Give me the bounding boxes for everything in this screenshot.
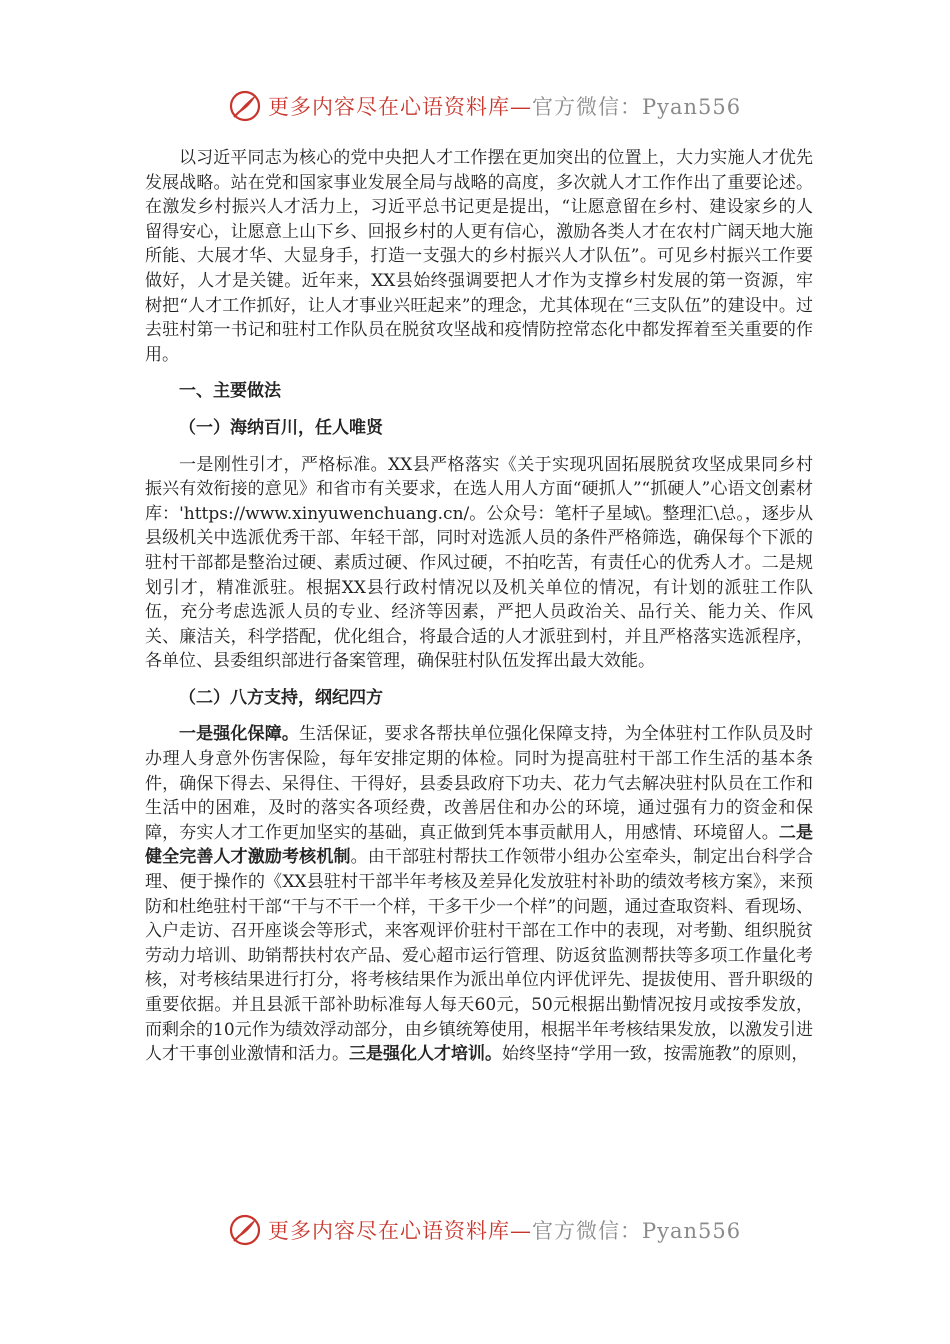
document-body <box>145 146 813 1067</box>
paragraph-intro: 以习近平同志为核心的党中央把人才工作摆在更加突出的位置上，大力实施人才优先发展战略。站在党和国家事业发展全局与战略的高度，多次就人才工作作出了重要论述。在激发乡村振兴人才活力上，习近平总书记更是提出，“让愿意留在乡村、建设家乡的人留得安心，让愿意上山下乡、回报乡村的人更有信心，激励各类人才在农村广阔天地大施所能、大展才华、大显身手，打造一支强大的乡村振兴人才队伍”。可见乡村振兴工作要做好，人才是关键。近年来，XX县始终强调要把人才作为支撑乡村发展的第一资源，牢树把“人才工作抓好，让人才事业兴旺起来”的理念，尤其体现在“三支队伍”的建设中。过去驻村第一书记和驻村工作队员在脱贫攻坚战和疫情防控常态化中都发挥着至关重要的作用。 <box>145 148 813 365</box>
quill-logo-icon <box>228 1213 262 1247</box>
banner-title: 更多内容尽在心语资料库 <box>268 1219 510 1243</box>
quill-logo-icon <box>228 89 262 123</box>
banner-wechat: 官方微信：Pyan556 <box>532 1219 742 1243</box>
header-banner <box>228 86 748 126</box>
banner-dash: — <box>510 95 532 119</box>
paragraph-talent-selection: 一是刚性引才，严格标准。XX县严格落实《关于实现巩固拓展脱贫攻坚成果同乡村振兴有效衔接的意见》和省市有关要求，在选人用人方面“硬抓人”“抓硬人”心语文创素材库：'https://www.xinyuwenchuang.cn/。公众号：笔杆子星域\。整理汇\总。，逐步从县级机关中选派优秀干部、年轻干部，同时对选派人员的条件严格筛选，确保每个下派的驻村干部都是整治过硬、素质过硬、作风过硬，不拍吃苦，有责任心的优秀人才。二是规划引才，精准派驻。根据XX县行政村情况以及机关单位的情况，有计划的派驻工作队伍，充分考虑选派人员的专业、经济等因素，严把人员政治关、品行关、能力关、作风关、廉洁关，科学搭配，优化组合，将最合适的人才派驻到村，并且严格落实选派程序，各单位、县委组织部进行备案管理，确保驻村队伍发挥出最大效能。 <box>145 454 813 672</box>
bold-lead-1: 一是强化保障。 <box>179 724 299 745</box>
footer-banner <box>228 1210 748 1250</box>
banner-wechat: 官方微信：Pyan556 <box>532 95 742 119</box>
banner-text <box>268 1215 741 1245</box>
section-heading-main-practices: 一、主要做法 <box>179 381 281 402</box>
banner-text <box>268 91 741 121</box>
bold-lead-3: 三是强化人才培训。 <box>349 1044 502 1065</box>
bold-lead-2: 二是健全完善人才激励考核机制 <box>145 822 814 868</box>
paragraph-support <box>145 722 813 1066</box>
paragraph-text-2: 。由干部驻村帮扶工作领带小组办公室牵头，制定出台科学合理、便于操作的《XX县驻村干部半年考核及差异化发放驻村补助的绩效考核方案》，来预防和杜绝驻村干部“干与不干一个样，干多干少一个样”的问题，通过查取资料、看现场、入户走访、召开座谈会等形式，来客观评价驻村干部在工作中的表现，对考勤、组织脱贫劳动力培训、助销帮扶村农产品、爱心超市运行管理、防返贫监测帮扶等多项工作量化考核，对考核结果进行打分，将考核结果作为派出单位内评优评先、提拔使用、晋升职级的重要依据。并且县派干部补助标准每人每天60元，50元根据出勤情况按月或按季发放，而剩余的10元作为绩效浮动部分，由乡镇统筹使用，根据半年考核结果发放，以激发引进人才干事创业激情和活力。 <box>145 847 814 1065</box>
subsection-heading-2: （二）八方支持，纲纪四方 <box>179 687 383 708</box>
paragraph-text-1: 生活保证，要求各帮扶单位强化保障支持，为全体驻村工作队员及时办理人身意外伤害保险，每年安排定期的体检。同时为提高驻村干部工作生活的基本条件，确保下得去、呆得住、干得好，县委县政府下功夫、花力气去解决驻村队员在工作和生活中的困难，及时的落实各项经费，改善居住和办公的环境，通过强有力的资金和保障，夯实人才工作更加坚实的基础，真正做到凭本事贡献用人，用感情、环境留人。 <box>145 724 814 843</box>
subsection-heading-1: （一）海纳百川，任人唯贤 <box>179 417 383 438</box>
banner-dash: — <box>510 1219 532 1243</box>
banner-title: 更多内容尽在心语资料库 <box>268 95 510 119</box>
paragraph-text-3: 始终坚持“学用一致，按需施教”的原则， <box>502 1044 809 1065</box>
